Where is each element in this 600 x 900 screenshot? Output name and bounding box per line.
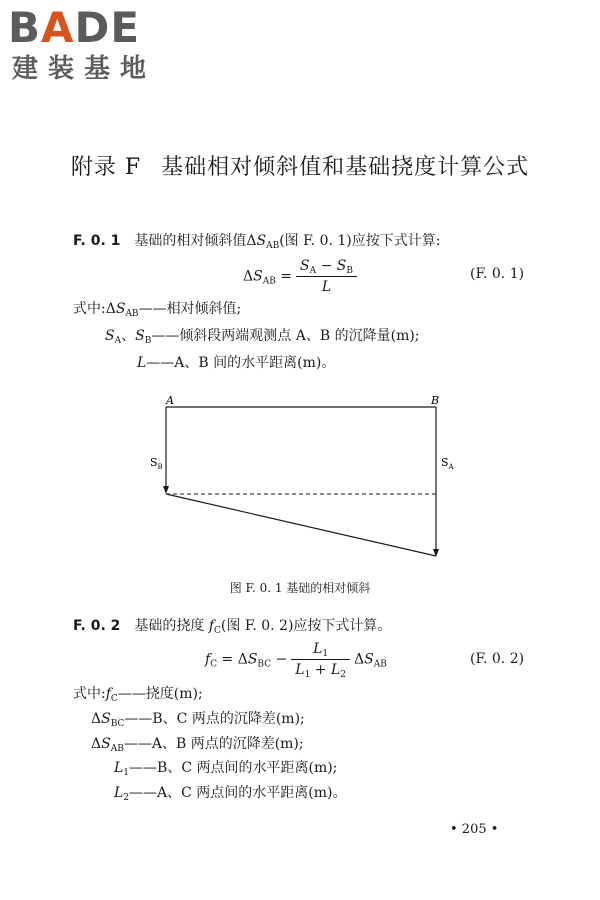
- definition-item: 式中$:\Delta S_{AB}——$相对倾斜值;: [73, 301, 242, 319]
- relative-tilt-diagram: [140, 390, 460, 570]
- definition-item: $S_A$、$S_B——$倾斜段两端观测点 A、B 的沉降量(m);: [105, 328, 420, 346]
- definition-item: $\Delta S_{BC}——B$、C 两点的沉降差(m);: [91, 711, 305, 729]
- section-f02-intro: F. 0. 2 基础的挠度 $f_C$(图 F. 0. 2)应按下式计算。: [73, 618, 392, 636]
- section-f01-intro: F. 0. 1 基础的相对倾斜值$\Delta S_{AB}$(图 F. 0. 1)应按下式计算:: [73, 233, 441, 251]
- sb-label: $S_B$: [150, 456, 163, 471]
- brand-subtitle: 建装基地: [12, 54, 157, 84]
- definition-item: $L_2——A$、C 两点间的水平距离(m)。: [114, 785, 347, 803]
- point-b-label: B: [431, 394, 440, 407]
- definition-item: L——A、B 间的水平距离(m)。: [137, 355, 336, 371]
- settlement-sb-arrow: [163, 486, 169, 494]
- point-a-label: A: [166, 394, 174, 407]
- tilted-base-line: [166, 494, 436, 556]
- page-number: • 205 •: [450, 822, 499, 837]
- brand-logo: BADE: [8, 3, 141, 52]
- definition-item: 式中$:f_C——$挠度(m);: [73, 686, 203, 704]
- page-title: 附录 F 基础相对倾斜值和基础挠度计算公式: [70, 155, 530, 180]
- equation-f02: $f_C = \Delta S_{BC}$ − $\frac{L_1}{L_1 + L_2}$ $\Delta S_{AB}$: [205, 641, 387, 680]
- equation-f01: $\Delta S_{AB}$ = $\frac{S_A - S_B}{L}$: [243, 257, 361, 296]
- definition-item: $\Delta S_{AB}——A$、B 两点的沉降差(m);: [91, 736, 304, 754]
- equation-number-f01: (F. 0. 1): [470, 266, 525, 282]
- equation-number-f02: (F. 0. 2): [470, 651, 525, 667]
- figure-caption: 图 F. 0. 1 基础的相对倾斜: [229, 581, 371, 595]
- definition-item: $L_1——B$、C 两点间的水平距离(m);: [114, 760, 338, 778]
- sa-label: $S_A$: [441, 456, 454, 471]
